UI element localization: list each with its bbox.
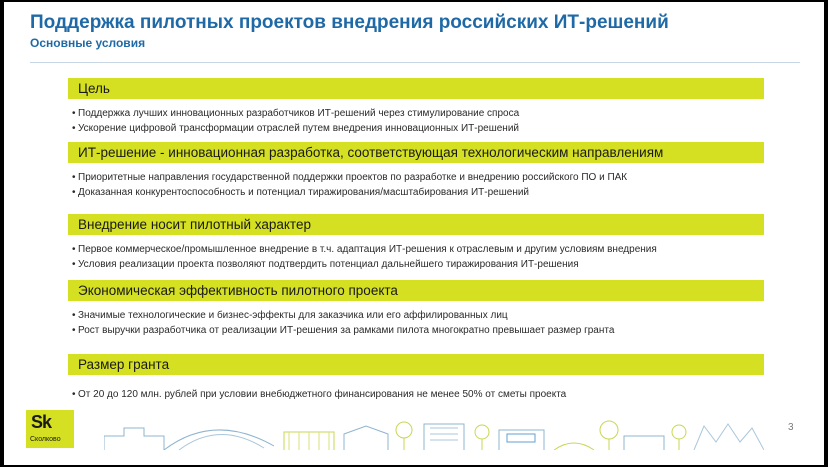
section-goal [68, 78, 764, 136]
skolkovo-logo [26, 410, 74, 448]
bullet-item: • Приоритетные направления государственной поддержки проектов по разработке и внедрению российского ПО и ПАК [68, 170, 764, 185]
bullet-item: • От 20 до 120 млн. рублей при условии внебюджетного финансирования не менее 50% от сметы проекта [68, 387, 764, 402]
page-number: 3 [788, 422, 794, 433]
presentation-slide [4, 2, 824, 465]
section-heading: Экономическая эффективность пилотного проекта [68, 280, 764, 301]
header-divider [30, 62, 800, 63]
bullet-list [68, 242, 764, 272]
section-pilot [68, 214, 764, 272]
bullet-list [68, 387, 764, 402]
section-efficiency [68, 280, 764, 338]
logo-mark: Sk [31, 412, 52, 432]
section-heading: Цель [68, 78, 764, 99]
bullet-item: • Первое коммерческое/промышленное внедрение в т.ч. адаптация ИТ-решения к отраслевым и другим условиям внедрения [68, 242, 764, 257]
slide-title: Поддержка пилотных проектов внедрения российских ИТ-решений [30, 12, 669, 33]
bullet-item: • Рост выручки разработчика от реализации ИТ-решения за рамками пилота многократно превышает размер гранта [68, 323, 764, 338]
bullet-item: • Значимые технологические и бизнес-эффекты для заказчика или его аффилированных лиц [68, 308, 764, 323]
section-grant-size [68, 354, 764, 402]
bullet-list [68, 106, 764, 136]
skyline-illustration [104, 406, 764, 450]
bullet-item: • Ускорение цифровой трансформации отраслей путем внедрения инновационных ИТ-решений [68, 121, 764, 136]
logo-text: Сколково [30, 436, 61, 443]
section-heading: ИТ-решение - инновационная разработка, соответствующая технологическим направлениям [68, 142, 764, 163]
bullet-list [68, 308, 764, 338]
section-heading: Внедрение носит пилотный характер [68, 214, 764, 235]
section-it-solution [68, 142, 764, 200]
slide-subtitle: Основные условия [30, 36, 146, 50]
bullet-item: • Поддержка лучших инновационных разработчиков ИТ-решений через стимулирование спроса [68, 106, 764, 121]
bullet-item: • Доказанная конкурентоспособность и потенциал тиражирования/масштабирования ИТ-решений [68, 185, 764, 200]
bullet-list [68, 170, 764, 200]
bullet-item: • Условия реализации проекта позволяют подтвердить потенциал дальнейшего тиражирования ИТ-решения [68, 257, 764, 272]
section-heading: Размер гранта [68, 354, 764, 375]
